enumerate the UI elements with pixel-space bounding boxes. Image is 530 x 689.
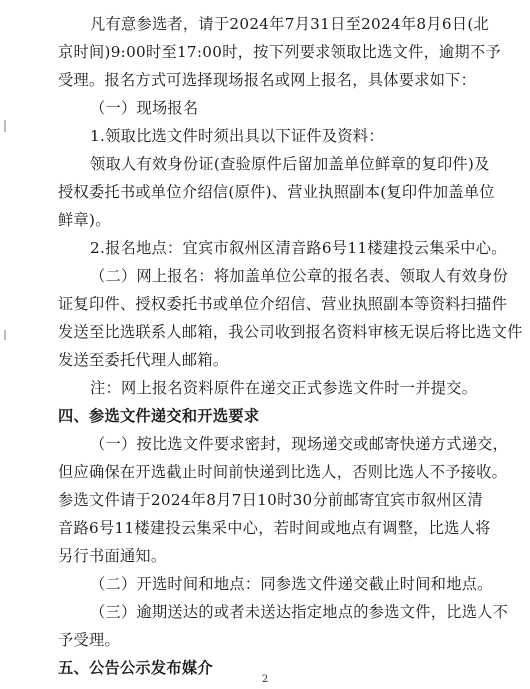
paragraph-line: 证复印件、授权委托书或单位介绍信、营业执照副本等资料扫描件 [58, 295, 508, 313]
paragraph-line: 鲜章)。 [58, 211, 111, 229]
paragraph-line: 京时间)9:00时至17:00时，按下列要求领取比选文件，逾期不予 [58, 43, 502, 61]
paragraph-line: 领取人有效身份证(查验原件后留加盖单位鲜章的复印件)及 [90, 155, 490, 173]
paragraph-line: 发送至委托代理人邮箱。 [58, 351, 229, 369]
paragraph-line: 予受理。 [58, 631, 120, 649]
scan-edge-mark [4, 120, 6, 132]
paragraph-line: （二）开选时间和地点：同参选文件递交截止时间和地点。 [90, 575, 493, 593]
paragraph-line: 凡有意参选者，请于2024年7月31日至2024年8月6日(北 [90, 15, 490, 33]
paragraph-line: （三）逾期送达的或者未送达指定地点的参选文件，比选人不 [90, 603, 509, 621]
section-heading: 四、参选文件递交和开选要求 [58, 407, 260, 425]
paragraph-line: 发送至比选联系人邮箱，我公司收到报名资料审核无误后将比选文件 [58, 323, 523, 341]
paragraph-line: 参选文件请于2024年8月7日10时30分前邮寄宜宾市叙州区清 [58, 491, 483, 509]
paragraph-line: 受理。报名方式可选择现场报名或网上报名，具体要求如下： [58, 71, 477, 89]
paragraph-line: 但应确保在开选截止时间前快递到比选人，否则比选人不予接收。 [58, 463, 508, 481]
paragraph-line: 授权委托书或单位介绍信(原件)、营业执照副本(复印件加盖单位 [58, 183, 495, 201]
paragraph-line: （二）网上报名：将加盖单位公章的报名表、领取人有效身份 [90, 267, 509, 285]
note-line: 注：网上报名资料原件在递交正式参选文件时一并提交。 [90, 379, 478, 397]
paragraph-line: （一）按比选文件要求密封，现场递交或邮寄快递方式递交， [90, 435, 509, 453]
paragraph-line: 2.报名地点：宜宾市叙州区清音路6号11楼建投云集采中心。 [90, 239, 507, 257]
paragraph-line: 音路6号11楼建投云集采中心，若时间或地点有调整，比选人将 [58, 519, 491, 537]
scan-edge-mark [4, 330, 6, 340]
page-number: 2 [261, 674, 269, 685]
section-subheading: （一）现场报名 [90, 99, 199, 117]
paragraph-line: 另行书面通知。 [58, 547, 167, 565]
paragraph-line: 1.领取比选文件时须出具以下证件及资料： [90, 127, 384, 145]
section-heading: 五、公告公示发布媒介 [58, 659, 213, 677]
